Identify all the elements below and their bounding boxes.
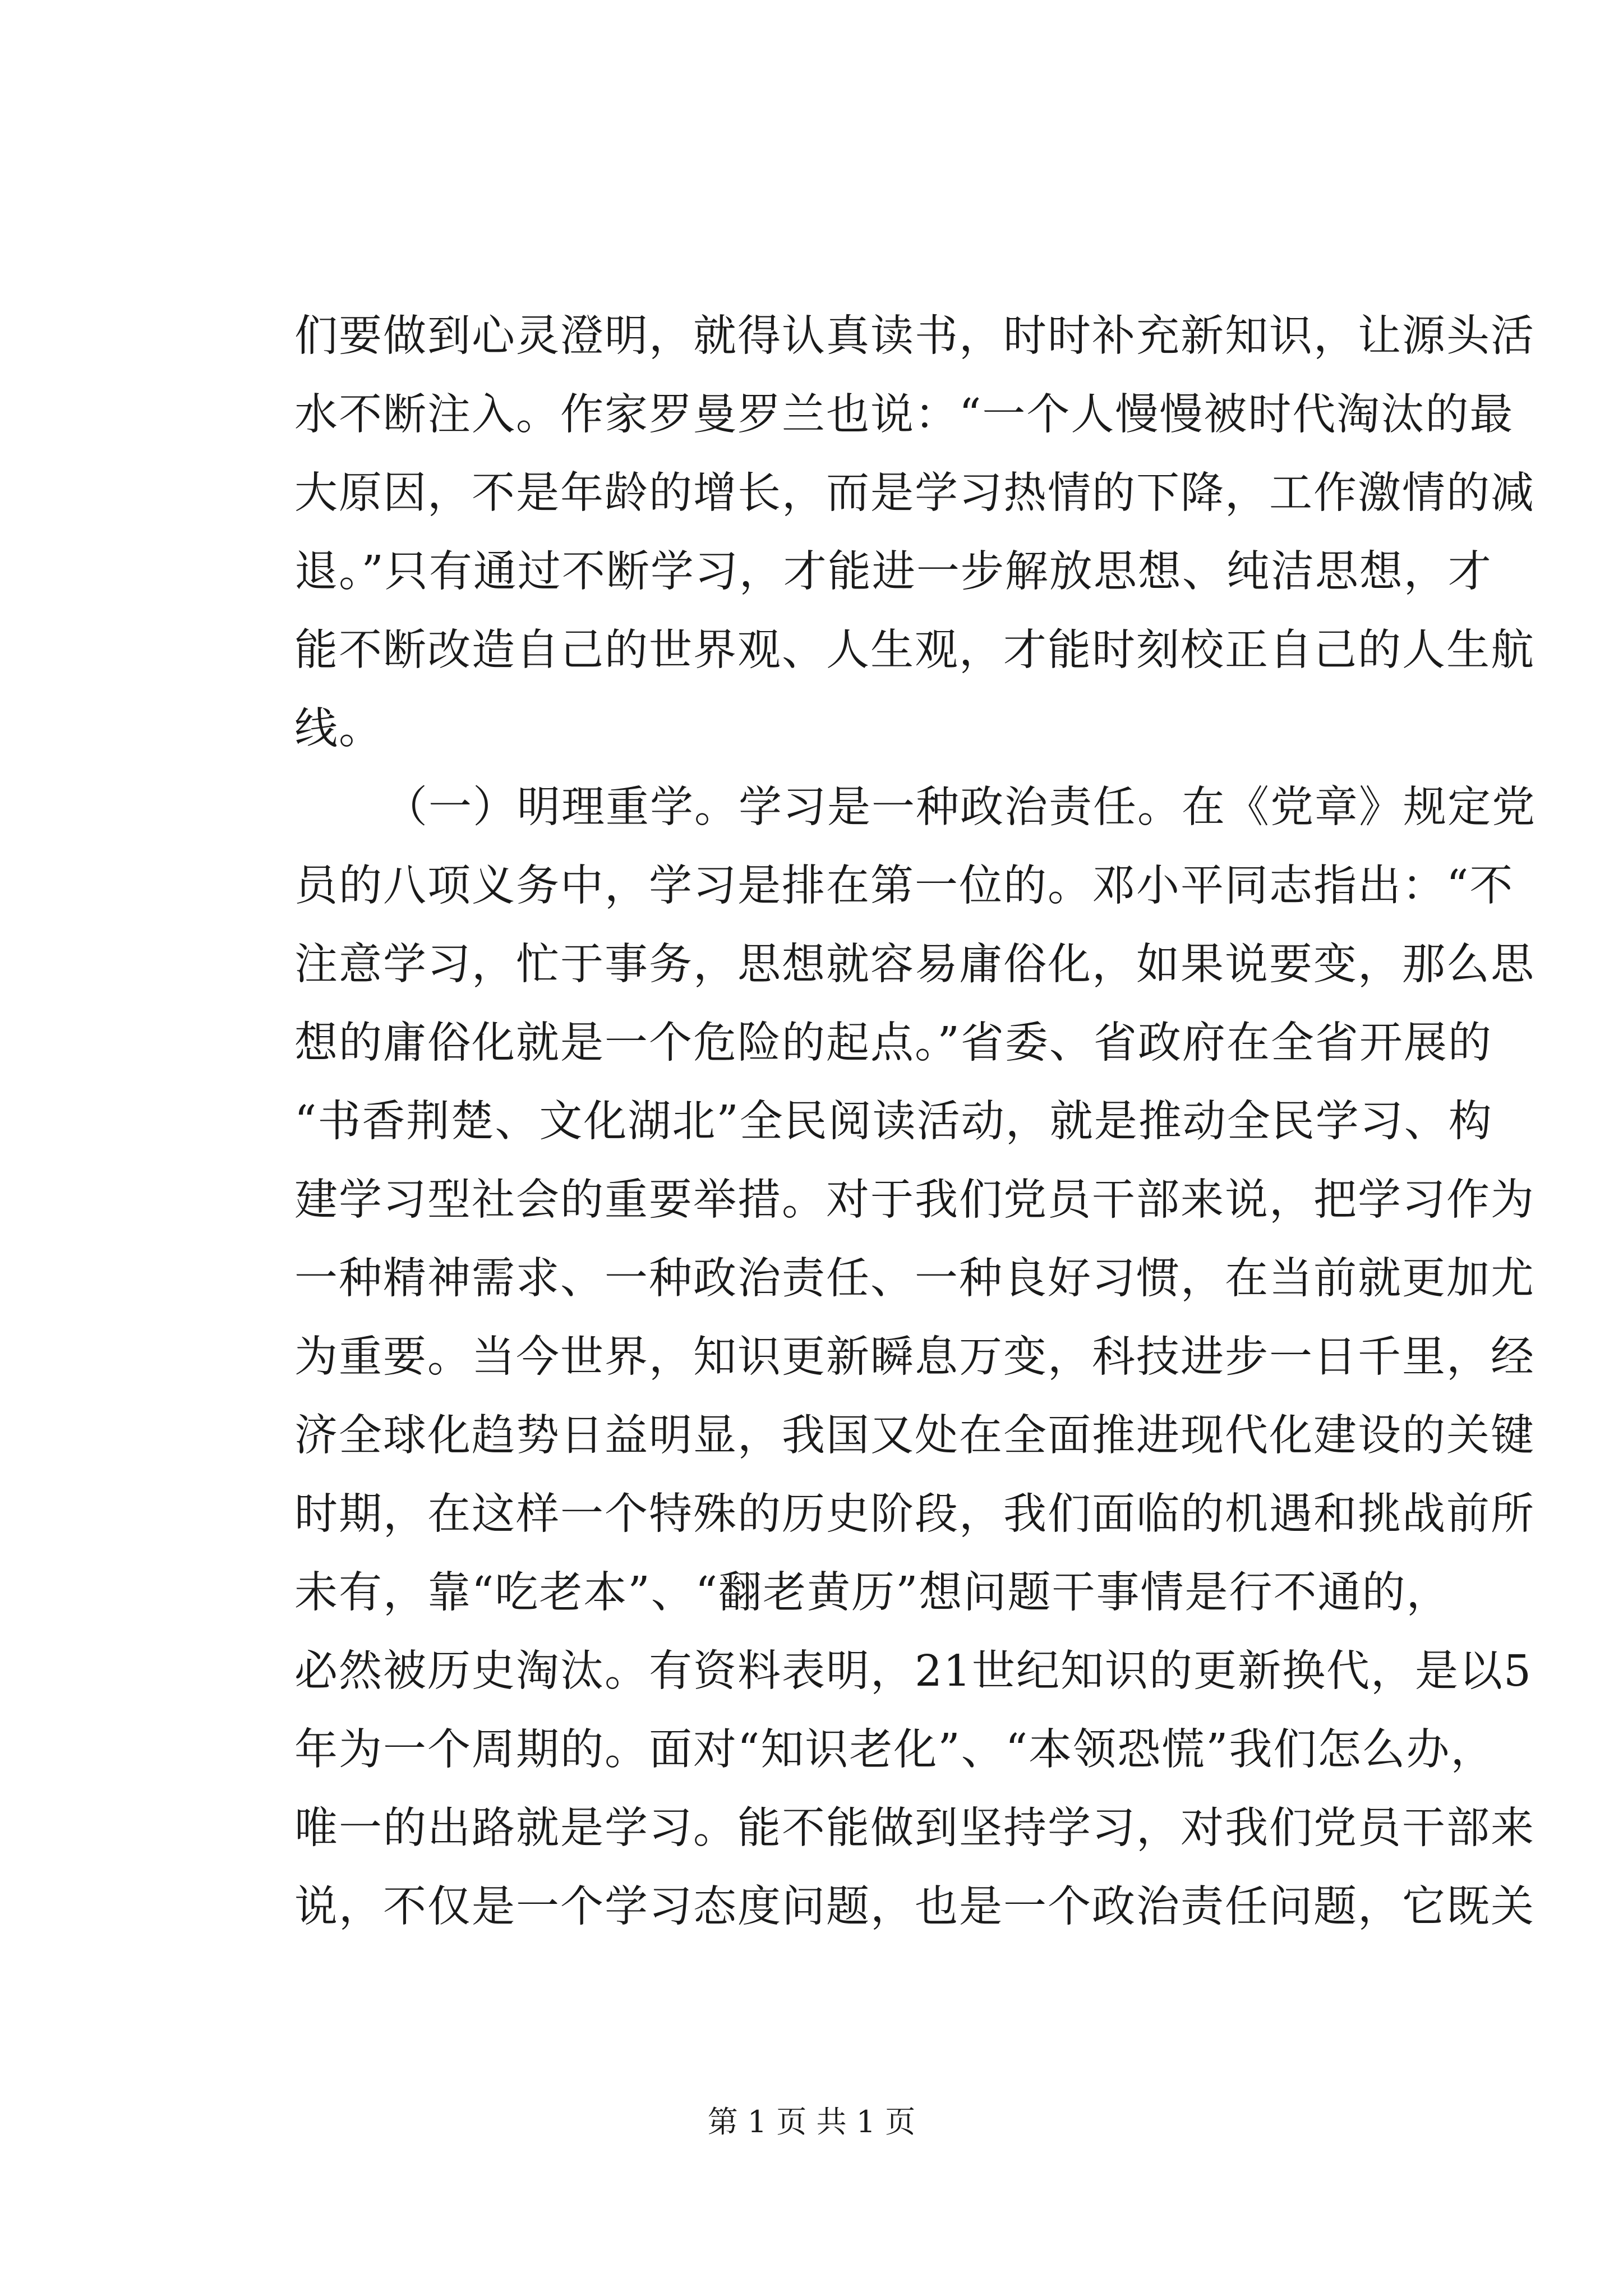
text-line: 建学习型社会的重要举措。对于我们党员干部来说，把学习作为 (294, 1175, 1535, 1225)
text-line: 能不断改造自己的世界观、人生观，才能时刻校正自己的人生航 (294, 625, 1535, 675)
text-line: 时期，在这样一个特殊的历史阶段，我们面临的机遇和挑战前所 (294, 1489, 1535, 1539)
text-line: 退。”只有通过不断学习，才能进一步解放思想、纯洁思想，才 (294, 547, 1492, 597)
text-line: 未有，靠“吃老本”、“翻老黄历”想问题干事情是行不通的， (294, 1568, 1451, 1618)
text-line: 必然被历史淘汰。有资料表明，21世纪知识的更新换代，是以5 (294, 1646, 1532, 1696)
text-line: 想的庸俗化就是一个危险的起点。”省委、省政府在全省开展的 (294, 1018, 1492, 1068)
text-line: 为重要。当今世界，知识更新瞬息万变，科技进步一日千里，经 (294, 1332, 1535, 1382)
text-line: 说，不仅是一个学习态度问题，也是一个政治责任问题，它既关 (294, 1882, 1535, 1932)
page-footer (0, 2098, 1623, 2141)
section-heading-line: （一）明理重学。学习是一种政治责任。在《党章》规定党 (384, 783, 1536, 832)
text-line: 大原因，不是年龄的增长，而是学习热情的下降，工作激情的减 (294, 468, 1535, 518)
text-line: 一种精神需求、一种政治责任、一种良好习惯，在当前就更加尤 (294, 1254, 1535, 1304)
text-line: 员的八项义务中，学习是排在第一位的。邓小平同志指出：“不 (294, 861, 1514, 911)
text-line: 线。 (294, 704, 383, 754)
text-line: 唯一的出路就是学习。能不能做到坚持学习，对我们党员干部来 (294, 1803, 1535, 1853)
text-line: “书香荆楚、文化湖北”全民阅读活动，就是推动全民学习、构 (294, 1097, 1493, 1147)
text-line: 们要做到心灵澄明，就得认真读书，时时补充新知识，让源头活 (294, 311, 1535, 361)
body-text (294, 297, 1536, 1947)
text-line: 年为一个周期的。面对“知识老化”、“本领恐慌”我们怎么办， (294, 1725, 1495, 1775)
text-line: 济全球化趋势日益明显，我国又处在全面推进现代化建设的关键 (294, 1411, 1535, 1461)
text-line: 水不断注入。作家罗曼罗兰也说：“一个人慢慢被时代淘汰的最 (294, 390, 1514, 440)
text-line: 注意学习，忙于事务，思想就容易庸俗化，如果说要变，那么思 (294, 940, 1535, 990)
page-number-label: 第 1 页 共 1 页 (707, 2104, 916, 2139)
